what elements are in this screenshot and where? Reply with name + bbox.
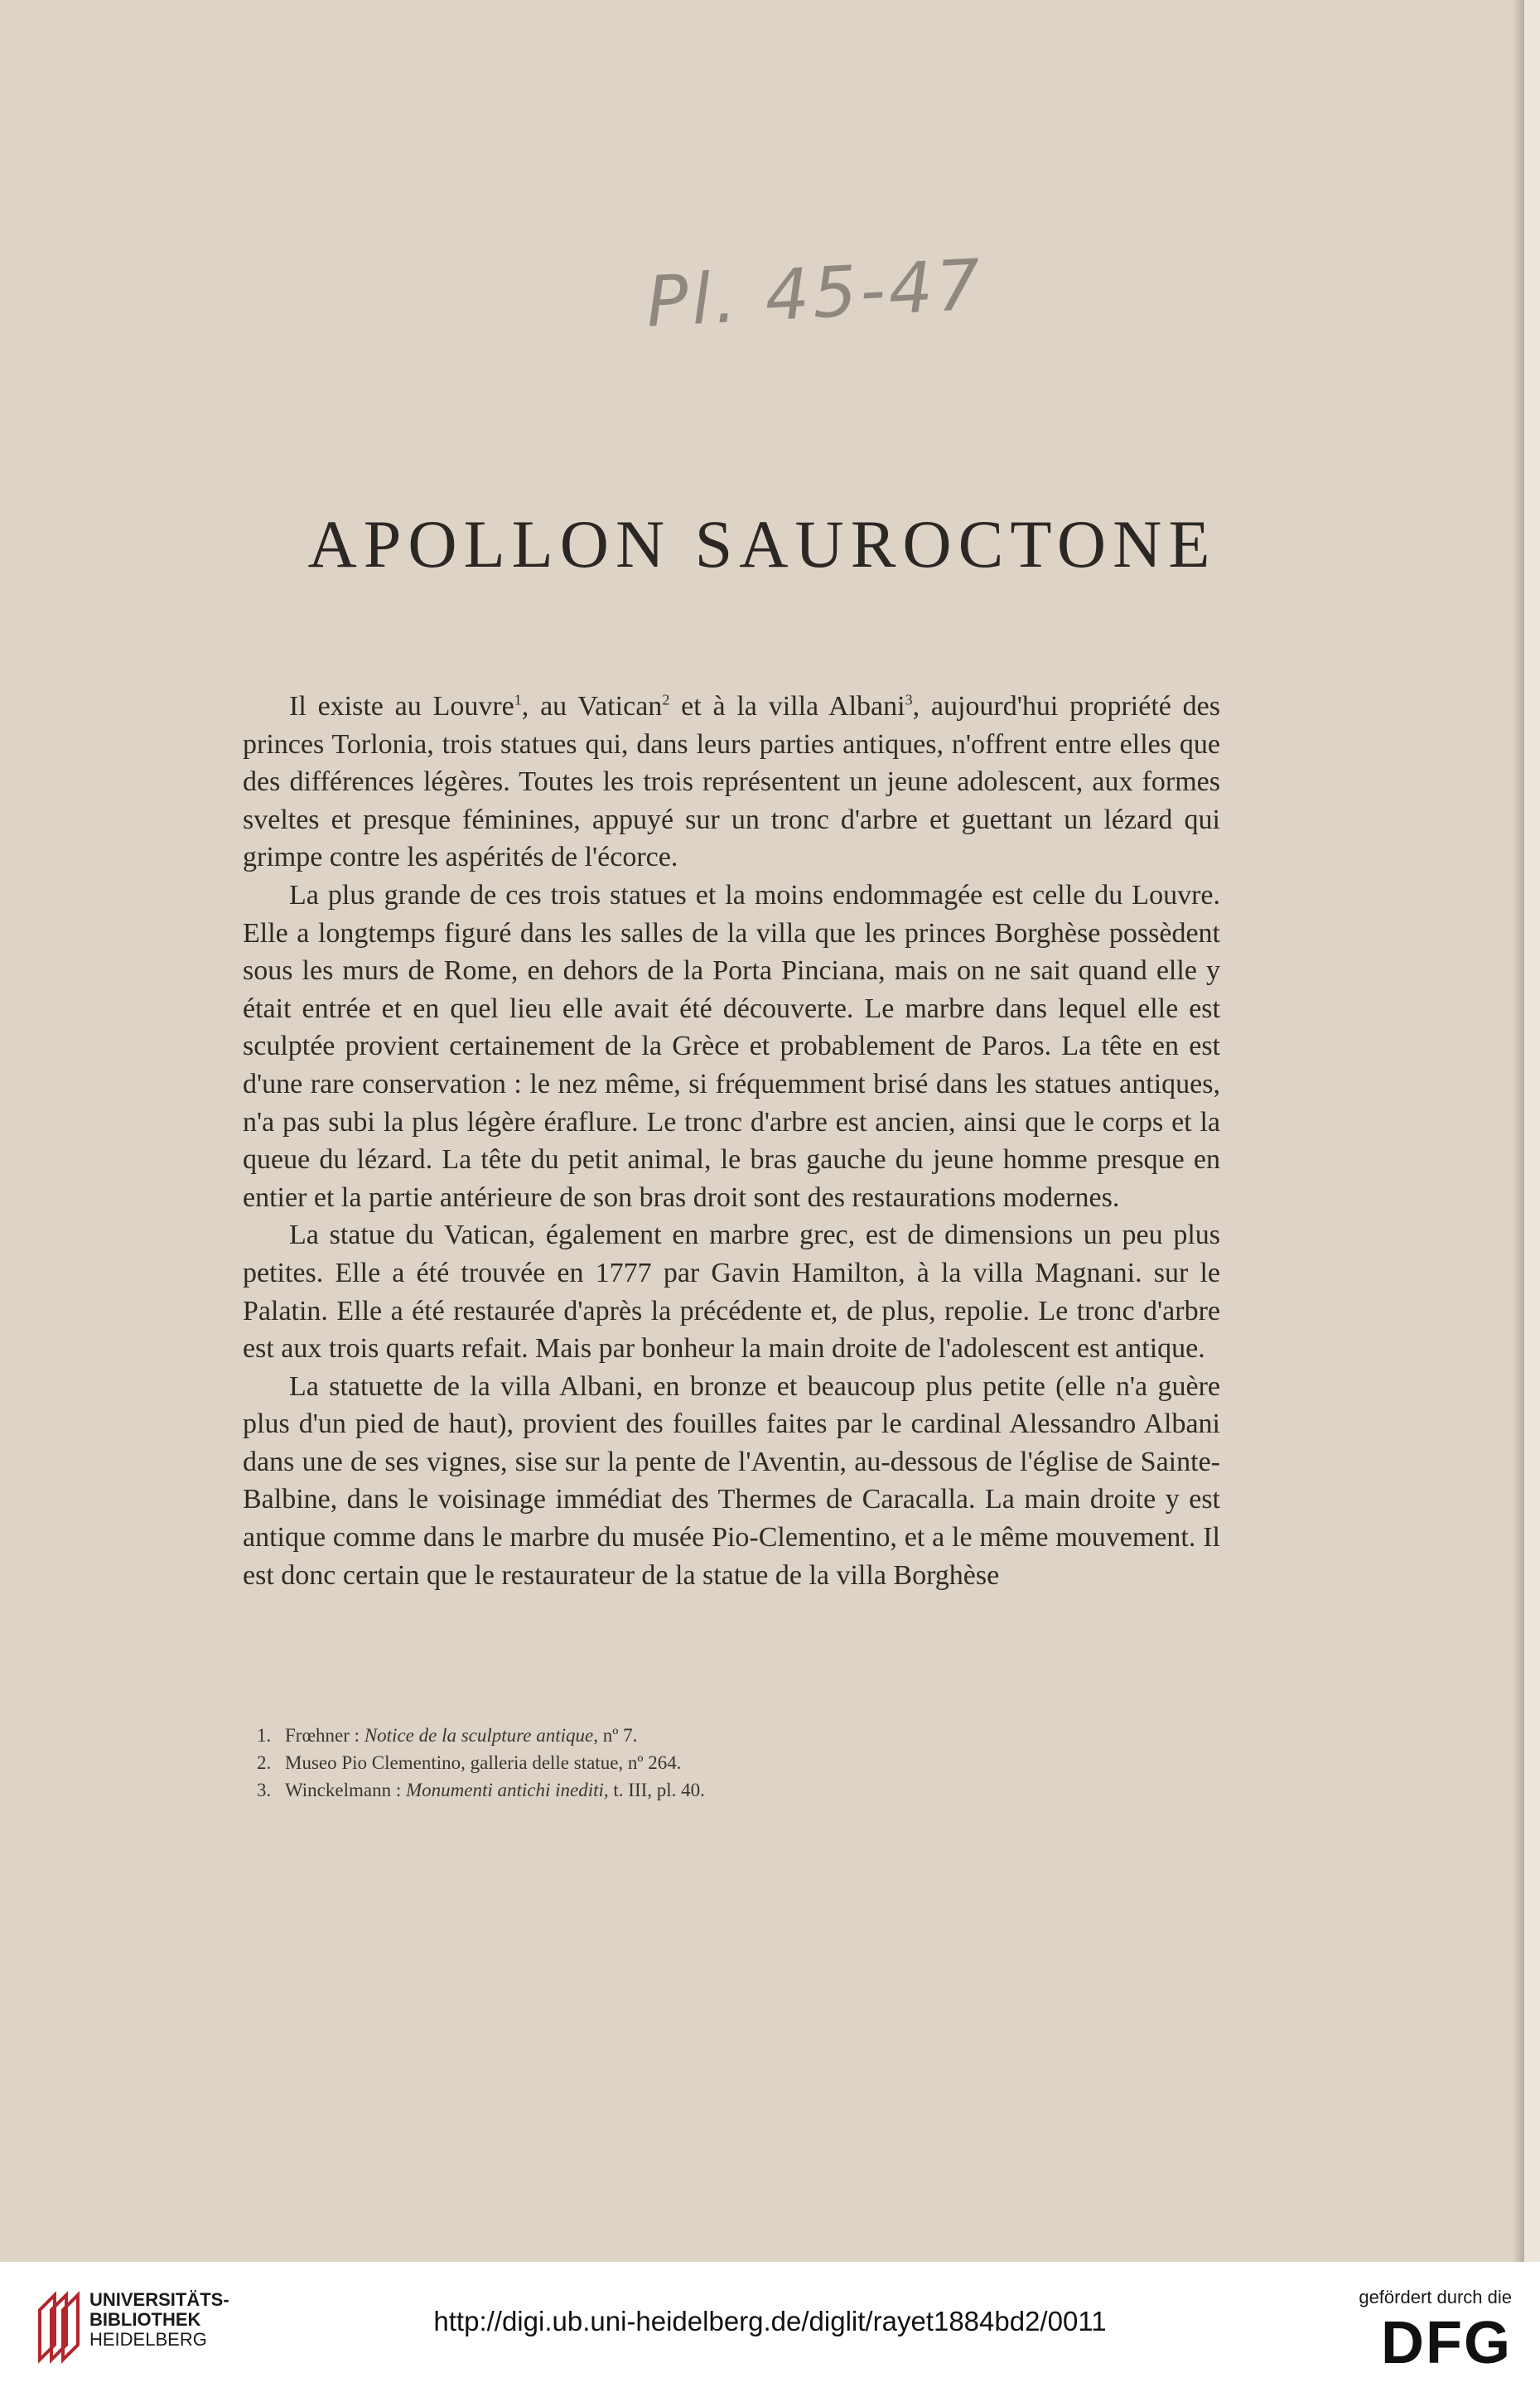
paragraph-text: La plus grande de ces trois statues et la moins endommagée est celle du Louvre. Elle a longtemps figuré dans les salles de la villa que les princes Borghèse possèdent sous les murs de Rome, en dehors de la Porta Pinciana, mais on ne sait quand elle y était entrée et en quel lieu elle avait été découverte. Le marbre dans lequel elle est sculptée provient certainement de la Grèce et probablement de Paros. La tête en est d'une rare conservation : le nez même, si fréquemment brisé dans les statues antiques, n'a pas subi la plus légère éraflure. Le tronc d'arbre est ancien, ainsi que le corps et la queue du lézard. La tête du petit animal, le bras gauche du jeune homme presque en entier et la partie antérieure de son bras droit sont des restaurations modernes. — [243, 879, 1220, 1213]
footnote-title: Notice de la sculpture antique, — [364, 1725, 598, 1746]
paragraph-text: La statuette de la villa Albani, en bronze et beaucoup plus petite (elle n'a guère plus d'un pied de haut), provient des fouilles faites par le cardinal Alessandro Albani dans une de ses vignes, sise sur la pente de l'Aventin, au-dessous de l'église de Sainte-Balbine, dans le voisinage immédiat des Thermes de Caracalla. La main droite y est antique comme dans le marbre du musée Pio-Clementino, et a le même mouvement. Il est donc certain que le restaurateur de la statue de la villa Borghèse — [243, 1370, 1220, 1591]
footnote-text: Museo Pio Clementino, galleria delle statue, nº 264. — [285, 1752, 682, 1773]
library-name-line: BIBLIOTHEK — [89, 2309, 201, 2330]
paragraph-text: et à la villa Albani — [669, 691, 905, 722]
footnote-text: Frœhner : — [285, 1725, 364, 1746]
library-name-line: HEIDELBERG — [89, 2329, 207, 2350]
footnote-number: 1. — [257, 1725, 272, 1746]
library-name-line: UNIVERSITÄTS- — [89, 2289, 229, 2310]
body-text — [243, 688, 1220, 1594]
footnote-ref: 2 — [662, 691, 670, 708]
footnote-number: 3. — [257, 1780, 272, 1800]
footnote-ref: 3 — [905, 691, 913, 708]
handwritten-plate-note: Pl. 45-47 — [644, 244, 986, 343]
footnote — [257, 1776, 1168, 1804]
paragraph-text: La statue du Vatican, également en marbre grec, est de dimensions un peu plus petites. Elle a été trouvée en 1777 par Gavin Hamilton, à la villa Magnani. sur le Palatin. Elle a été restaurée d'après la précédente et, de plus, repolie. Le tronc d'arbre est aux trois quarts refait. Mais par bonheur la main droite de l'adolescent est antique. — [243, 1220, 1220, 1365]
paragraph — [243, 688, 1220, 877]
page-title: APOLLON SAUROCTONE — [307, 506, 1217, 582]
paragraph — [243, 877, 1220, 1216]
funding-label: gefördert durch die — [1359, 2287, 1512, 2307]
footnote-text: t. III, pl. 40. — [608, 1780, 705, 1800]
dfg-logo: DFG — [1381, 2310, 1512, 2376]
footnote-number: 2. — [257, 1752, 272, 1773]
paragraph-text: Il existe au Louvre — [289, 691, 514, 722]
footnote-title: Monumenti antichi inediti, — [405, 1780, 609, 1800]
footnotes — [257, 1722, 1168, 1804]
footnote — [257, 1749, 1168, 1776]
paragraph-text: , aujourd'hui propriété des princes Torlonia, trois statues qui, dans leurs parties antiques, n'offrent entre elles que des différences légères. Toutes les trois représentent un jeune adolescent, aux formes sveltes et presque féminines, appuyé sur un tronc d'arbre et guettant un lézard qui grimpe contre les aspérités de l'écorce. — [243, 691, 1220, 873]
footnote-text: nº 7. — [597, 1725, 638, 1746]
paragraph-text: , au Vatican — [521, 691, 663, 722]
permalink-url[interactable]: http://digi.ub.uni-heidelberg.de/diglit/rayet1884bd2/0011 — [433, 2306, 1107, 2336]
footnote-text: Winckelmann : — [285, 1780, 406, 1800]
viewer-footer — [0, 2262, 1540, 2387]
footnote-ref: 1 — [514, 691, 522, 708]
paragraph — [243, 1216, 1220, 1367]
paragraph — [243, 1368, 1220, 1595]
footnote — [257, 1722, 1168, 1749]
